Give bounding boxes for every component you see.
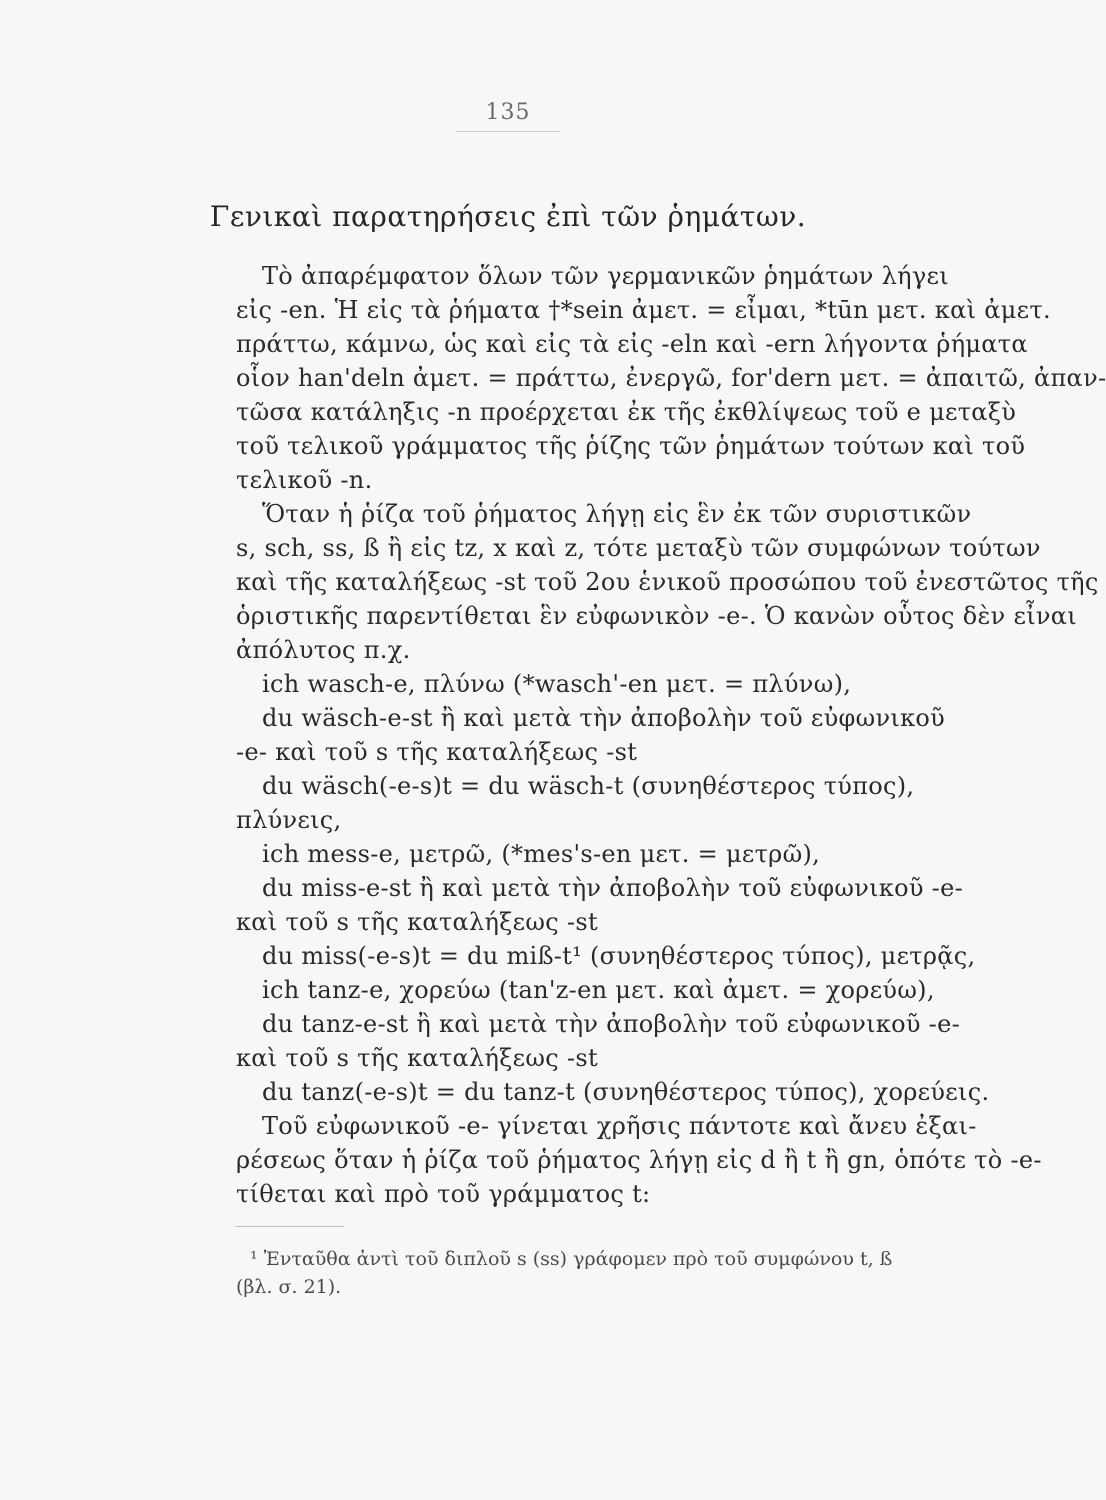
example-line: πλύνεις,	[236, 806, 342, 834]
example-line: -e- καὶ τοῦ s τῆς καταλήξεως -st	[236, 738, 638, 766]
text-line: Ὅταν ἡ ῥίζα τοῦ ῥήματος λήγῃ εἰς ἓν ἐκ τῶν συριστικῶν	[262, 500, 972, 528]
example-line: du wäsch-e-st ἢ καὶ μετὰ τὴν ἀποβολὴν τοῦ εὐφωνικοῦ	[262, 704, 946, 732]
example-line: du tanz-e-st ἢ καὶ μετὰ τὴν ἀποβολὴν τοῦ εὐφωνικοῦ -e-	[262, 1010, 960, 1038]
example-line: du miss(-e-s)t = du miß-t¹ (συνηθέστερος τύπος), μετρᾷς,	[262, 942, 976, 970]
text-line: Τὸ ἀπαρέμφατον ὅλων τῶν γερμανικῶν ῥημάτων λήγει	[262, 262, 949, 290]
example-line: ich mess-e, μετρῶ, (*mes's-en μετ. = μετρῶ),	[262, 840, 821, 868]
text-line: Τοῦ εὐφωνικοῦ -e- γίνεται χρῆσις πάντοτε καὶ ἄνευ ἐξαι-	[262, 1112, 977, 1140]
example-line: ich wasch-e, πλύνω (*wasch'-en μετ. = πλύνω),	[262, 670, 852, 698]
text-line: ρέσεως ὅταν ἡ ῥίζα τοῦ ῥήματος λήγῃ εἰς d ἢ t ἢ gn, ὁπότε τὸ -e-	[236, 1146, 1042, 1174]
text-line: ἀπόλυτος π.χ.	[236, 636, 411, 664]
example-line: καὶ τοῦ s τῆς καταλήξεως -st	[236, 1044, 598, 1072]
text-line: τοῦ τελικοῦ γράμματος τῆς ῥίζης τῶν ῥημάτων τούτων καὶ τοῦ	[236, 432, 1026, 460]
footnote-line: ¹ Ἐνταῦθα ἀντὶ τοῦ διπλοῦ s (ss) γράφομεν πρὸ τοῦ συμφώνου t, ß	[250, 1248, 893, 1270]
section-heading: Γενικαὶ παρατηρήσεις ἐπὶ τῶν ῥημάτων.	[209, 200, 807, 233]
example-line: du miss-e-st ἢ καὶ μετὰ τὴν ἀποβολὴν τοῦ εὐφωνικοῦ -e-	[262, 874, 963, 902]
text-line: οἷον han'deln ἀμετ. = πράττω, ἐνεργῶ, for'dern μετ. = ἀπαιτῶ, ἀπαν-	[236, 364, 1106, 392]
page-number: 135	[485, 100, 531, 125]
text-line: τίθεται καὶ πρὸ τοῦ γράμματος t:	[236, 1180, 651, 1208]
text-line: s, sch, ss, ß ἢ εἰς tz, x καὶ z, τότε μεταξὺ τῶν συμφώνων τούτων	[236, 534, 1041, 562]
text-line: τῶσα κατάληξις -n προέρχεται ἐκ τῆς ἐκθλίψεως τοῦ e μεταξὺ	[236, 398, 1017, 426]
text-line: ὁριστικῆς παρεντίθεται ἓν εὐφωνικὸν -e-. Ὁ κανὼν οὗτος δὲν εἶναι	[236, 602, 1078, 630]
example-line: ich tanz-e, χορεύω (tan'z-en μετ. καὶ ἀμετ. = χορεύω),	[262, 976, 935, 1004]
text-line: τελικοῦ -n.	[236, 466, 373, 494]
text-line: εἰς -en. Ἡ εἰς τὰ ῥήματα †*sein ἀμετ. = εἶμαι, *tūn μετ. καὶ ἀμετ.	[236, 296, 1051, 324]
footnote-line: (βλ. σ. 21).	[236, 1276, 342, 1298]
example-line: καὶ τοῦ s τῆς καταλήξεως -st	[236, 908, 598, 936]
example-line: du tanz(-e-s)t = du tanz-t (συνηθέστερος τύπος), χορεύεις.	[262, 1078, 990, 1106]
example-line: du wäsch(-e-s)t = du wäsch-t (συνηθέστερος τύπος),	[262, 772, 915, 800]
footnote-rule	[236, 1226, 344, 1227]
page-number-rule	[456, 131, 560, 132]
text-line: καὶ τῆς καταλήξεως -st τοῦ 2ου ἑνικοῦ προσώπου τοῦ ἐνεστῶτος τῆς	[236, 568, 1099, 596]
text-line: πράττω, κάμνω, ὡς καὶ εἰς τὰ εἰς -eln καὶ -ern λήγοντα ῥήματα	[236, 330, 1028, 358]
